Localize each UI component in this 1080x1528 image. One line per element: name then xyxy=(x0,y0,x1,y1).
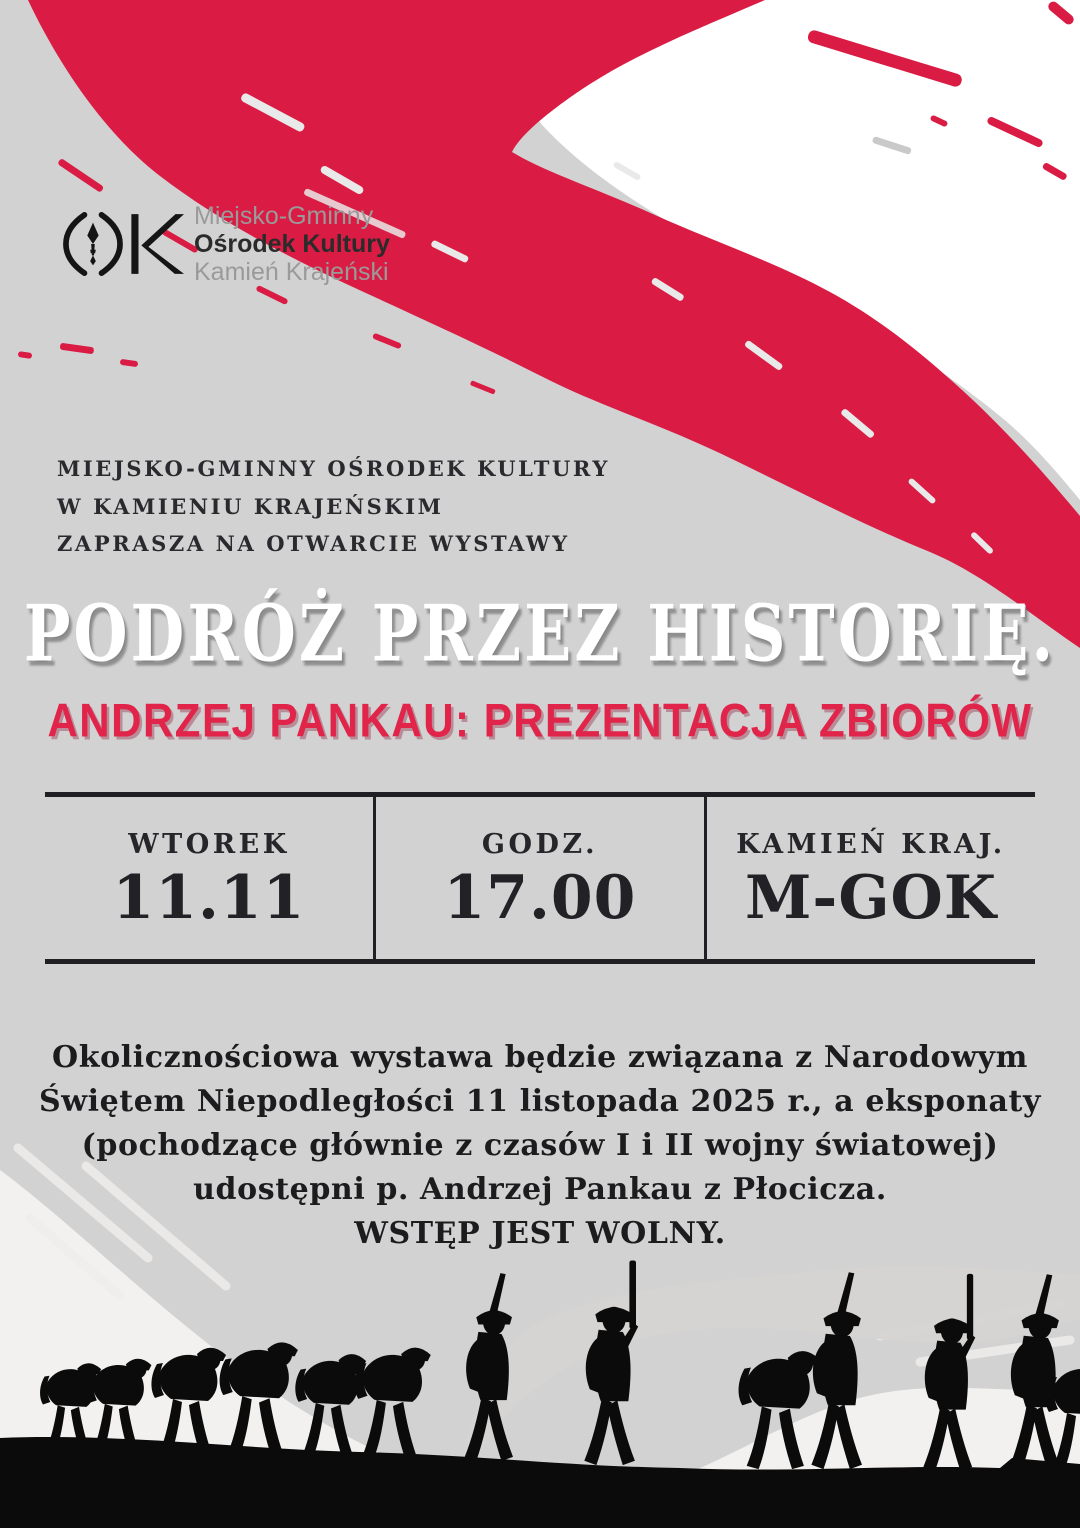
soldier xyxy=(355,1348,431,1459)
soldier xyxy=(584,1261,638,1466)
place-value: M-GOK xyxy=(745,862,997,933)
time-value: 17.00 xyxy=(443,862,637,933)
exhibition-title: PODRÓŻ PRZEZ HISTORIĘ. xyxy=(23,588,1057,680)
description-line-5: WSTĘP JEST WOLNY. xyxy=(354,1216,726,1251)
monogram-left-arc xyxy=(66,215,84,273)
intro-line-3: ZAPRASZA NA OTWARCIE WYSTAWY xyxy=(57,531,570,556)
logo-text xyxy=(194,202,390,286)
monogram-k xyxy=(131,214,184,274)
logo-line-3: Kamień Krajeński xyxy=(194,258,389,286)
organizer-logo xyxy=(56,196,390,292)
day-label: WTOREK xyxy=(128,828,290,860)
intro-line-2: W KAMIENIU KRAJEŃSKIM xyxy=(57,493,444,519)
description-line-3: (pochodzące głównie z czasów I i II wojny światowej) xyxy=(81,1128,999,1163)
place-label: KAMIEŃ KRAJ. xyxy=(736,828,1006,860)
intro-line-1: MIEJSKO-GMINNY OŚRODEK KULTURY xyxy=(57,456,610,481)
logo-line-1: Miejsko-Gminny xyxy=(194,202,374,230)
description-line-1: Okolicznościowa wystawa będzie związana z Narodowym xyxy=(52,1040,1028,1075)
exhibition-subtitle: ANDRZEJ PANKAU: PREZENTACJA ZBIORÓW xyxy=(47,694,1033,747)
monogram-ornament xyxy=(87,223,98,266)
schedule-time-cell xyxy=(373,797,704,959)
description-line-4: udostępni p. Andrzej Pankau z Płocicza. xyxy=(193,1172,887,1207)
event-description xyxy=(0,1036,1080,1256)
schedule-table xyxy=(45,792,1035,964)
logo-line-2: Ośrodek Kultury xyxy=(194,230,390,258)
time-label: GODZ. xyxy=(481,828,599,860)
schedule-day-cell xyxy=(45,797,373,959)
invitation-text xyxy=(57,450,610,563)
monogram-right-arc xyxy=(102,215,120,273)
day-value: 11.11 xyxy=(112,862,306,933)
mgok-monogram-icon xyxy=(56,196,184,292)
description-line-2: Świętem Niepodległości 11 listopada 2025 r., a eksponaty xyxy=(38,1084,1042,1119)
schedule-place-cell xyxy=(704,797,1035,959)
